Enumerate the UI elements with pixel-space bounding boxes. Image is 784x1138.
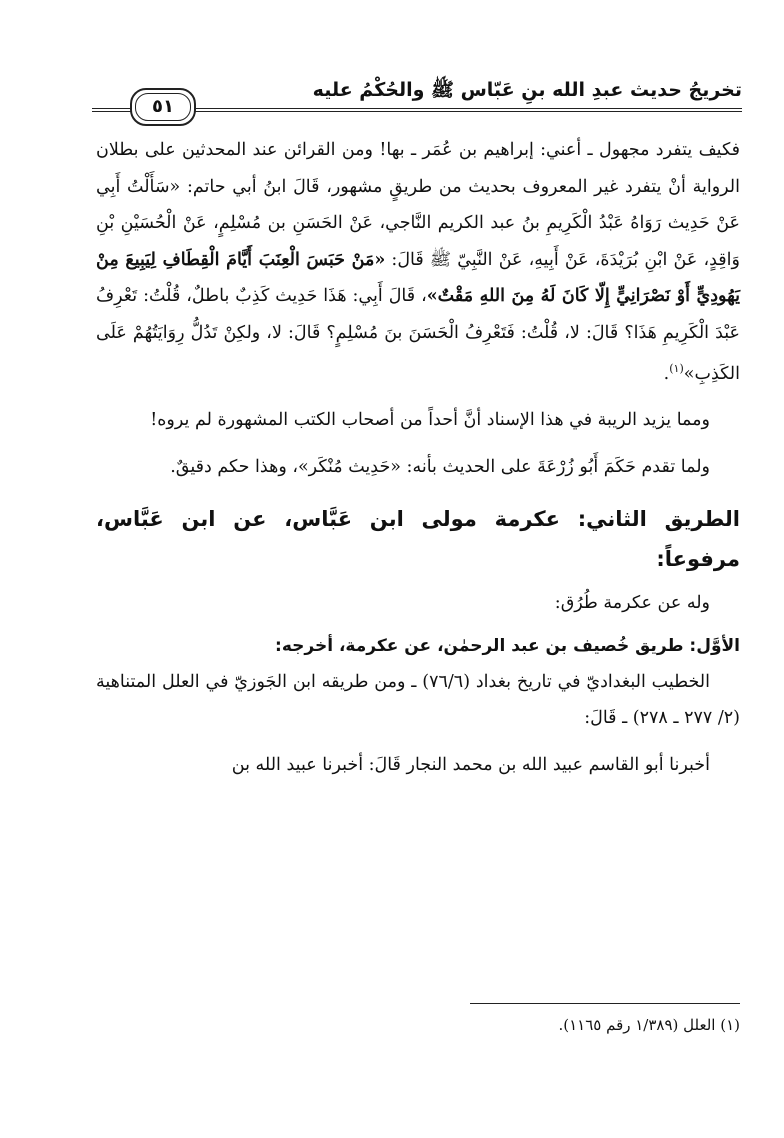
paragraph-1-end: . — [663, 363, 670, 384]
paragraph-1-text: فكيف يتفرد مجهول ـ أعني: إبراهيم بن عُمَر ـ بها! ومن القرائن عند المحدثين على بطلان الرواية أنْ يتفرد غير المعروف بحديث من طريقٍ مشهور، قَالَ ابنُ أبي حاتم: «سَأَلْتُ أَبِي عَنْ حَدِيث رَوَاهُ عَبْدُ الْكَرِيمِ بنُ عبد الكريم النَّاجي، عَنْ الحَسَنِ بن مُسْلِمٍ، عَنْ الْحُسَيْنِ بْنِ وَاقِدٍ، عَنْ ابْنِ بُرَيْدَةَ، عَنْ أَبِيهِ، عَنْ النَّبِيّ ﷺ قَالَ: — [96, 140, 740, 270]
footnote-separator — [470, 1003, 740, 1004]
paragraph-1-text-cont: ، قَالَ أَبِي: هَذَا حَدِيث كَذِبٌ باطلٌ، قُلْتُ: تَعْرِفُ عَبْدَ الْكَرِيمِ هَذَا؟ قَالَ: لا، قُلْتُ: فَتَعْرِفُ الْحَسَنَ بنَ مُسْلِمٍ؟ قَالَ: لا، ولكِنْ تَدُلُّ رِوَايَتُهُمْ عَلَى الكَذِبِ» — [96, 286, 740, 384]
hadith-text: «مَنْ حَبَسَ الْعِنَبَ أَيَّامَ الْقِطَافِ لِيَبِيعَ مِنْ يَهُودِيٍّ أَوْ نَصْرَانِيٍّ إِلّا كَانَ لَهُ مِنَ اللهِ مَقْتٌ» — [96, 249, 741, 306]
paragraph-4: وله عن عكرمة طُرُق: — [554, 593, 710, 614]
footnote-ref: (١) — [669, 362, 684, 375]
footnote: (١) العلل (١/٣٨٩ رقم ١١٦٥). — [558, 1016, 740, 1034]
paragraph-6: أخبرنا أبو القاسم عبيد الله بن محمد النجار قَالَ: أخبرنا عبيد الله بن — [231, 754, 710, 775]
header-rule-left — [92, 108, 132, 112]
page-body — [96, 132, 740, 783]
paragraph-1 — [96, 132, 740, 392]
paragraph-2: ومما يزيد الريبة في هذا الإسناد أنَّ أحداً من أصحاب الكتب المشهورة لم يروه! — [150, 410, 710, 431]
paragraph-3: ولما تقدم حَكَمَ أَبُو زُرْعَةَ على الحديث بأنه: «حَدِيث مُنْكَر»، وهذا حكم دقيقٌ. — [170, 456, 710, 477]
page-number: ٥١ — [130, 88, 196, 126]
running-title: تخريجُ حديث عبدِ الله بنِ عَبّاس ﷺ والحُكْمُ عليه — [312, 79, 742, 101]
page-header — [92, 78, 742, 118]
sub-heading: الأوَّل: طريق خُصيف بن عبد الرحمٰن، عن عكرمة، أخرجه: — [275, 635, 740, 656]
header-rule — [192, 108, 742, 112]
paragraph-5: الخطيب البغداديّ في تاريخ بغداد (٧٦/٦) ـ ومن طريقه ابن الجَوزيّ في العلل المتناهية (٢/ ٢٧٧ ـ ٢٧٨) ـ قَالَ: — [96, 671, 740, 729]
section-heading: الطريق الثاني: عكرمة مولى ابن عَبَّاس، عن ابن عَبَّاس، مرفوعاً: — [96, 507, 740, 572]
